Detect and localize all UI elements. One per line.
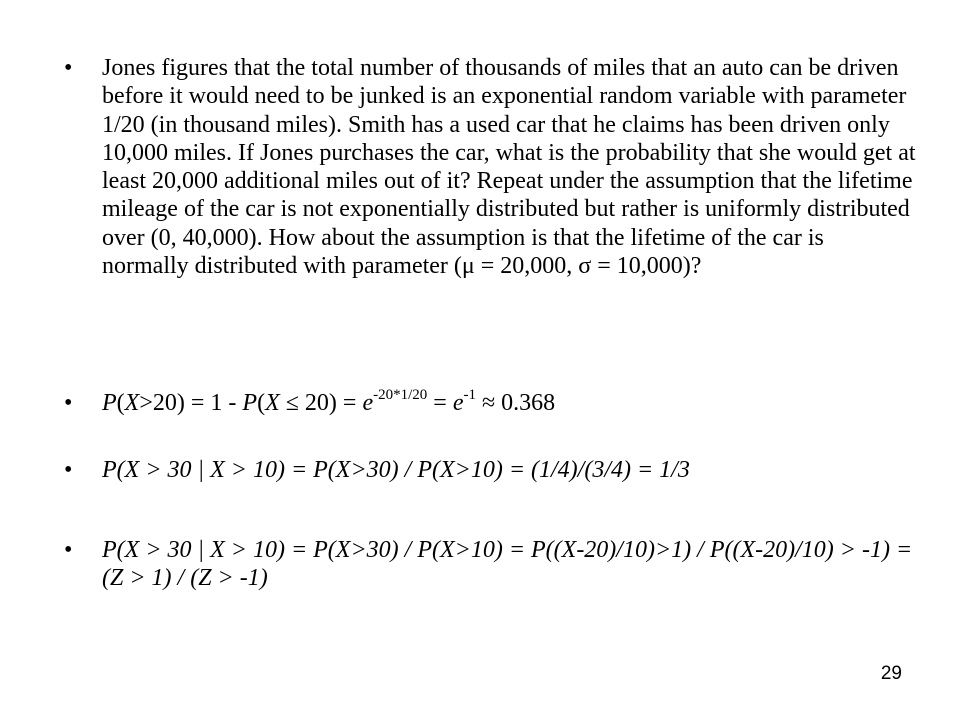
euler-e: e [452, 390, 464, 416]
normal-formula: P(X > 30 | X > 10) = P(X>30) / P(X>10) = P((X-20)/10)>1) / P((X-20)/10) > -1) = (Z > 1) / (Z > -1) [102, 537, 913, 592]
prob-symbol: P [102, 390, 117, 416]
bullet-normal-answer [64, 536, 916, 593]
variable-x: X [124, 390, 140, 416]
bullet-exponential-answer [64, 389, 916, 417]
problem-text: Jones figures that the total number of thousands of miles that an auto can be driven before it would need to be junked is an exponential random variable with parameter 1/20 (in thousand miles). Smith has a used car that he claims has been driven only 10,000 miles. If Jones purchases the car, what is the probability that she would get at least 20,000 additional miles out of it? Repeat under the assumption that the lifetime mileage of the car is not exponentially distributed but rather is uniformly distributed over (0, 40,000). How about the assumption is that the lifetime of the car is normally distributed with parameter (μ = 20,000, σ = 10,000)? [102, 55, 916, 280]
uniform-answer-text [102, 456, 916, 484]
normal-answer-text [102, 536, 916, 593]
exponential-answer-text [102, 389, 916, 417]
expr-segment: = [427, 390, 453, 416]
variable-x: X [265, 390, 280, 416]
expr-segment: ≈ 0.368 [475, 390, 556, 416]
expr-segment: ≤ 20) = [279, 390, 363, 416]
euler-e: e [362, 390, 374, 416]
bullet-problem-statement [64, 54, 916, 280]
bullet-dot: • [64, 390, 73, 416]
bullet-dot: • [64, 55, 73, 81]
exponent: -20*1/20 [373, 387, 428, 403]
page-number: 29 [880, 663, 902, 684]
bullet-dot: • [64, 457, 73, 483]
paren: ( [116, 390, 125, 416]
bullet-uniform-answer [64, 456, 916, 484]
exponent: -1 [463, 387, 476, 403]
bullet-dot: • [64, 537, 73, 563]
paren: ( [257, 390, 266, 416]
prob-symbol: P [242, 390, 258, 416]
expr-segment: >20) = 1 - [139, 390, 243, 416]
uniform-formula: P(X > 30 | X > 10) = P(X>30) / P(X>10) = (1/4)/(3/4) = 1/3 [102, 457, 690, 483]
